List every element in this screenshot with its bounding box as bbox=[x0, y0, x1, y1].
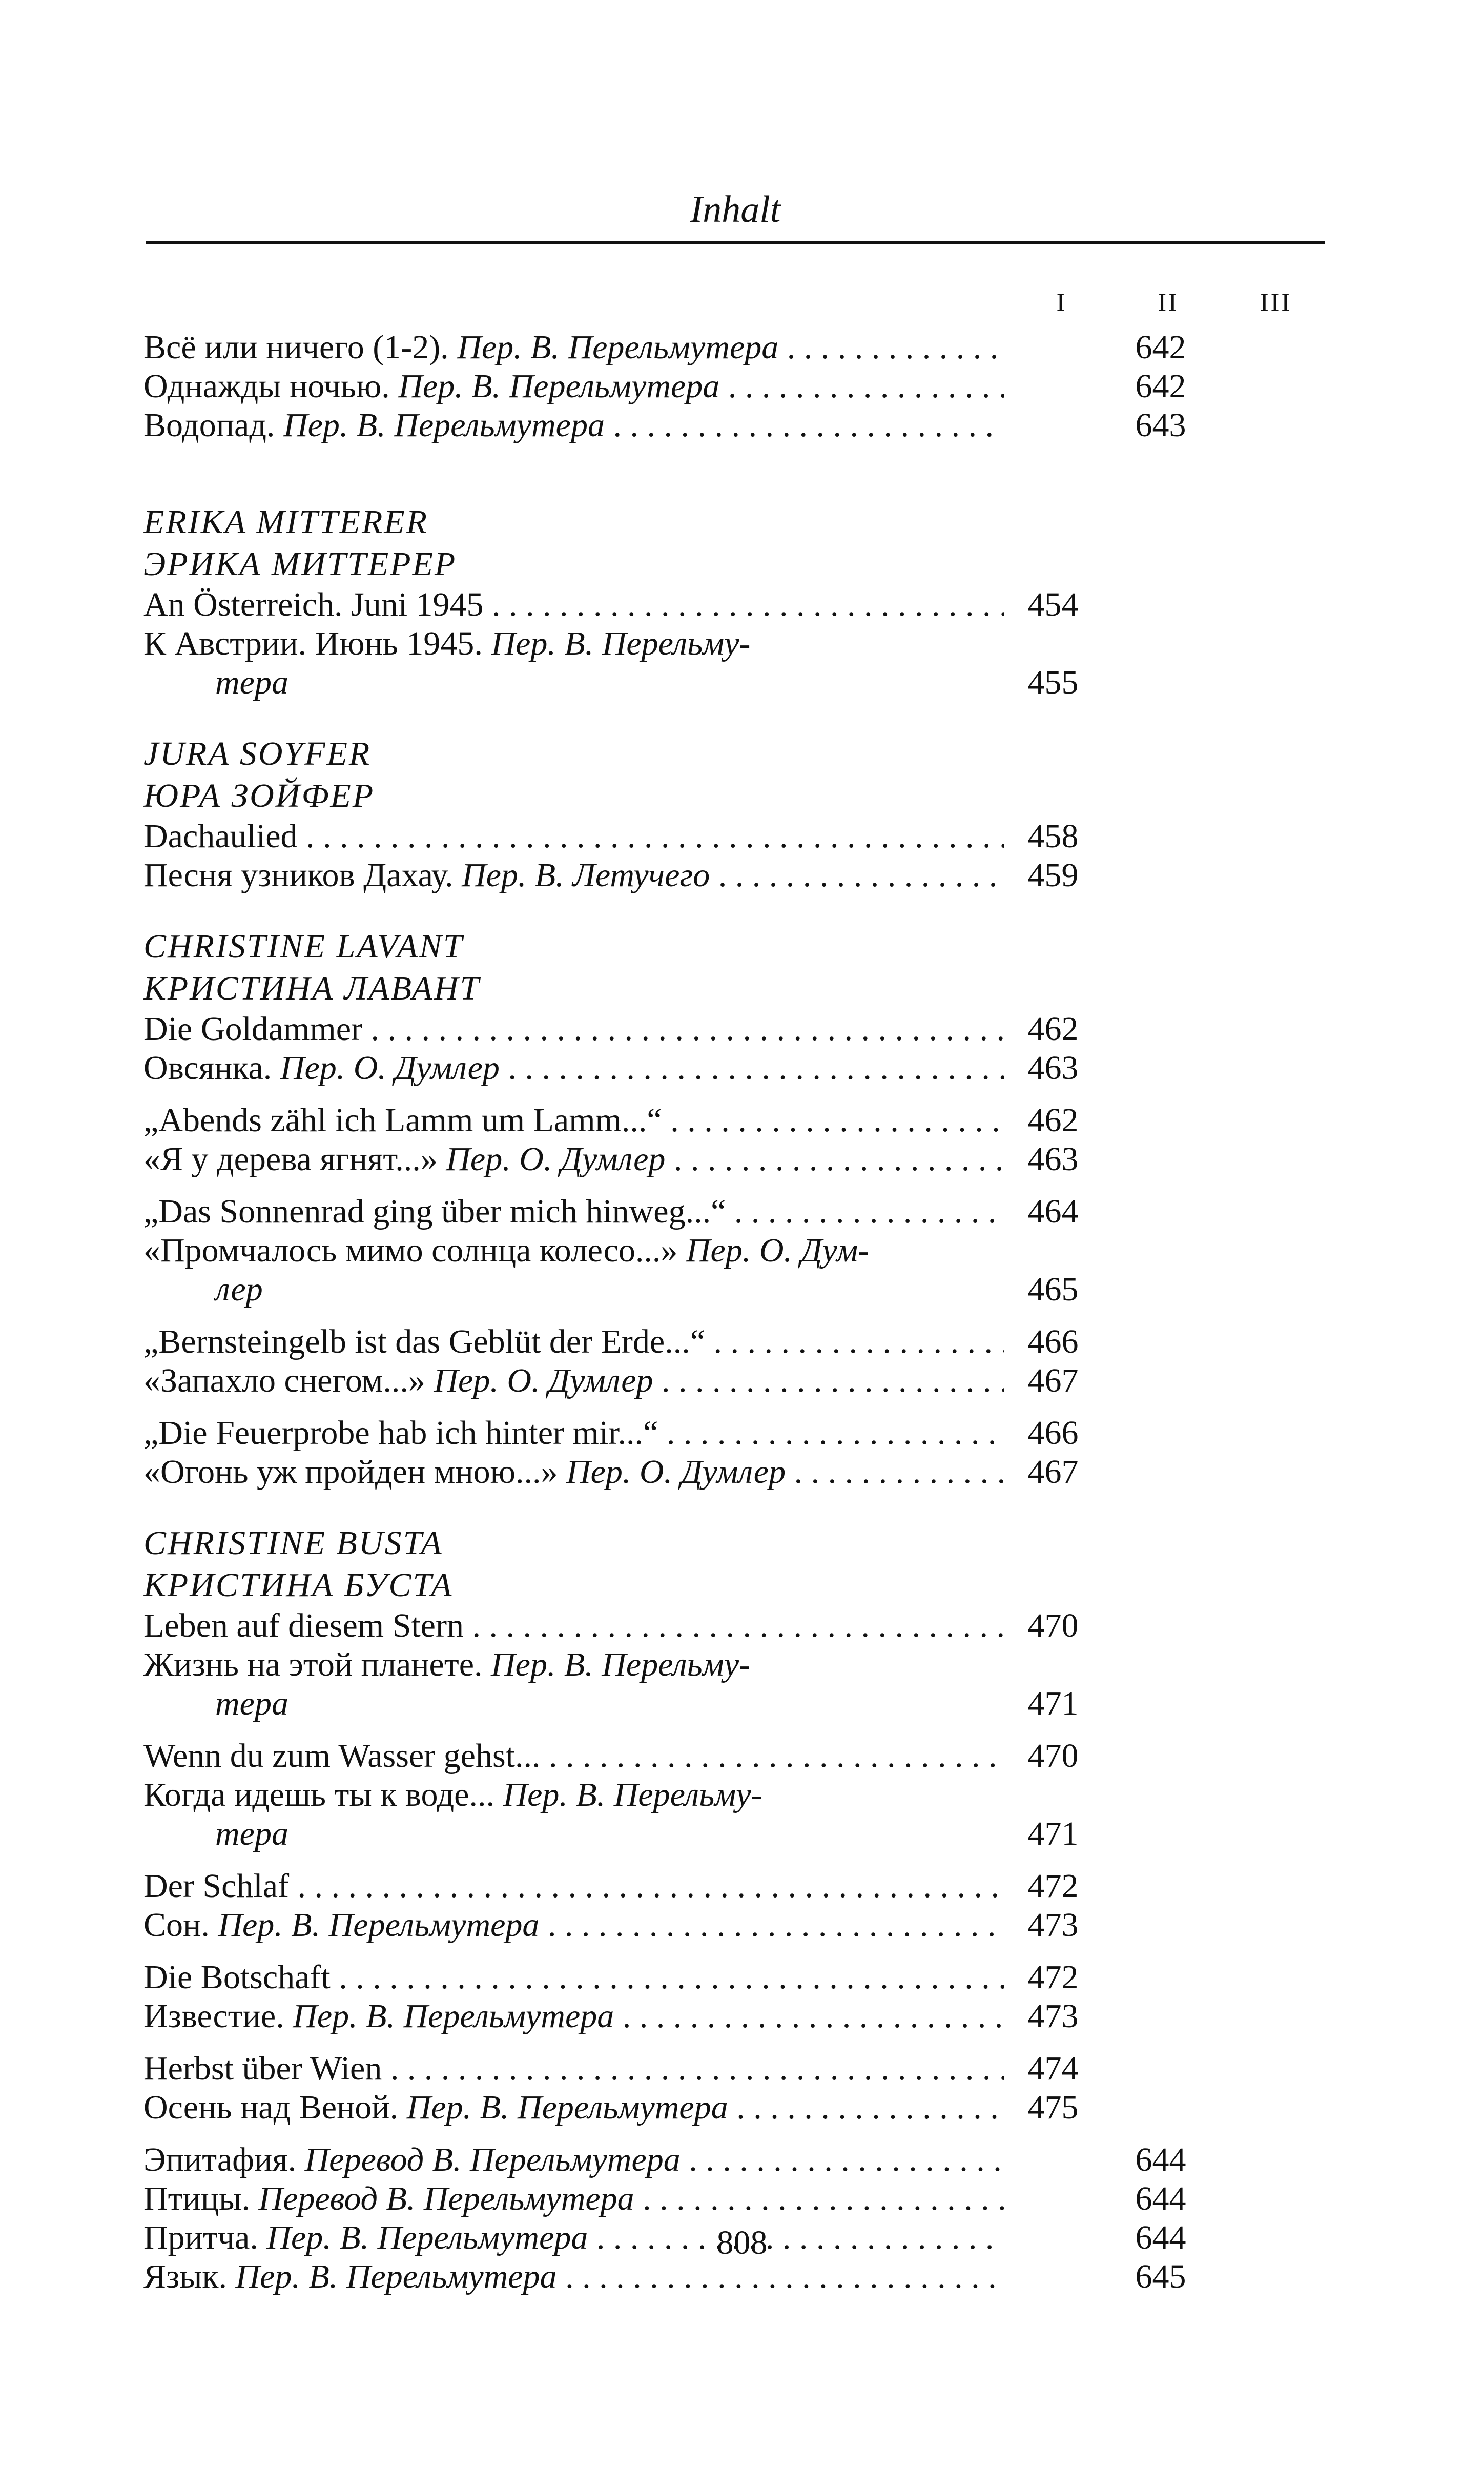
toc-entry bbox=[143, 585, 1435, 624]
entry-title: К Австрии. Июнь 1945. bbox=[143, 625, 491, 662]
entry-translator-cont: лер bbox=[215, 1271, 263, 1308]
toc-entry bbox=[143, 856, 1435, 895]
page-header bbox=[146, 174, 1325, 244]
entry-title: Сон. bbox=[143, 1906, 218, 1944]
entry-page-I: 458 bbox=[1027, 818, 1079, 855]
entry-page-I: 472 bbox=[1027, 1867, 1079, 1905]
entry-title: Песня узников Дахау. bbox=[143, 856, 462, 894]
toc-entry bbox=[143, 1010, 1435, 1049]
toc-entry bbox=[143, 1049, 1435, 1088]
entry-page-II: 644 bbox=[1135, 2180, 1186, 2217]
entry-title: Птицы. bbox=[143, 2180, 259, 2217]
entry-translator-cont: тера bbox=[215, 1685, 288, 1722]
entry-title: «Я у дерева ягнят...» bbox=[143, 1140, 446, 1178]
toc-entry bbox=[143, 2088, 1435, 2127]
column-header-III: III bbox=[1260, 288, 1292, 316]
entry-title: Эпитафия. bbox=[143, 2141, 305, 2178]
entry-title: Водопад. bbox=[143, 406, 283, 444]
toc-entry bbox=[143, 1453, 1435, 1492]
page-number: 808 bbox=[716, 2224, 768, 2261]
column-header-II: II bbox=[1158, 288, 1179, 316]
entry-page-II: 644 bbox=[1135, 2219, 1186, 2256]
entry-page-I: 473 bbox=[1027, 1906, 1079, 1944]
entry-page-I: 471 bbox=[1027, 1815, 1079, 1852]
column-headers bbox=[0, 287, 1484, 328]
author-name-de: JURA SOYFER bbox=[143, 735, 372, 772]
entry-title: Dachaulied bbox=[143, 818, 298, 855]
author-name-ru: КРИСТИНА ЛАВАНТ bbox=[143, 970, 481, 1007]
toc-entry bbox=[143, 1958, 1435, 1997]
toc-entry bbox=[143, 1414, 1435, 1453]
entry-translator: Пер. О. Думлер bbox=[280, 1049, 500, 1087]
entry-page-I: 475 bbox=[1027, 2089, 1079, 2126]
entry-page-I: 465 bbox=[1027, 1271, 1079, 1308]
entry-title: Овсянка. bbox=[143, 1049, 280, 1087]
entry-translator: Пер. В. Перельмутера bbox=[218, 1906, 540, 1944]
toc-entry bbox=[143, 1997, 1435, 2036]
toc-entry bbox=[143, 624, 1435, 702]
entry-page-I: 470 bbox=[1027, 1607, 1079, 1644]
toc-entry bbox=[143, 817, 1435, 856]
entry-title: Осень над Веной. bbox=[143, 2089, 407, 2126]
toc-entry bbox=[143, 367, 1435, 406]
toc-entry bbox=[143, 1140, 1435, 1179]
author-name-ru: ЮРА ЗОЙФЕР bbox=[143, 777, 375, 814]
entry-title: Wenn du zum Wasser gehst... bbox=[143, 1737, 541, 1775]
entry-page-I: 464 bbox=[1027, 1193, 1079, 1230]
entry-translator-cont: тера bbox=[215, 1815, 288, 1852]
toc-entry bbox=[143, 2257, 1435, 2296]
toc-entry bbox=[143, 406, 1435, 445]
entry-title: Leben auf diesem Stern bbox=[143, 1607, 464, 1644]
entry-page-I: 473 bbox=[1027, 1997, 1079, 2035]
entry-title: „Abends zähl ich Lamm um Lamm...“ bbox=[143, 1102, 662, 1139]
entry-translator: Пер. В. Перельмутера bbox=[283, 406, 605, 444]
entry-page-II: 642 bbox=[1135, 329, 1186, 366]
entry-translator: Пер. В. Перельму- bbox=[491, 625, 751, 662]
author-name-de: CHRISTINE BUSTA bbox=[143, 1524, 443, 1562]
entry-translator: Пер. В. Перельмутера bbox=[406, 2089, 728, 2126]
entry-page-I: 466 bbox=[1027, 1323, 1079, 1360]
entry-title: Когда идешь ты к воде... bbox=[143, 1776, 503, 1813]
entry-title: «Запахло снегом...» bbox=[143, 1362, 434, 1399]
entry-title: Die Goldammer bbox=[143, 1010, 363, 1048]
entry-page-II: 642 bbox=[1135, 368, 1186, 405]
entry-title: „Die Feuerprobe hab ich hinter mir...“ bbox=[143, 1414, 658, 1452]
entry-translator: Пер. В. Перельмутера bbox=[266, 2219, 588, 2256]
entry-page-I: 463 bbox=[1027, 1140, 1079, 1178]
toc-entry bbox=[143, 1906, 1435, 1945]
entry-page-I: 462 bbox=[1027, 1102, 1079, 1139]
entry-title: „Bernsteingelb ist das Geblüt der Erde...“ bbox=[143, 1323, 705, 1360]
entry-page-I: 454 bbox=[1027, 586, 1079, 623]
toc-entry bbox=[143, 1322, 1435, 1361]
entry-page-I: 467 bbox=[1027, 1453, 1079, 1491]
entry-page-I: 466 bbox=[1027, 1414, 1079, 1452]
entry-page-I: 467 bbox=[1027, 1362, 1079, 1399]
toc-entry bbox=[143, 1606, 1435, 1645]
entry-page-I: 455 bbox=[1027, 664, 1079, 701]
author-name-de: CHRISTINE LAVANT bbox=[143, 928, 464, 965]
entry-translator: Пер. О. Думлер bbox=[434, 1362, 653, 1399]
entry-translator: Пер. В. Перельмутера bbox=[235, 2258, 557, 2295]
entry-page-I: 459 bbox=[1027, 856, 1079, 894]
toc-entry bbox=[143, 1867, 1435, 1906]
toc-entry bbox=[143, 1231, 1435, 1309]
entry-title: Der Schlaf bbox=[143, 1867, 290, 1905]
toc-entry bbox=[143, 2179, 1435, 2218]
toc-entry bbox=[143, 2049, 1435, 2088]
toc-entry bbox=[143, 1737, 1435, 1776]
entry-translator: Пер. В. Перельмутера bbox=[293, 1997, 614, 2035]
entry-page-I: 462 bbox=[1027, 1010, 1079, 1048]
toc-entry bbox=[143, 1776, 1435, 1853]
page-title: Inhalt bbox=[690, 189, 781, 231]
toc-entry bbox=[143, 1361, 1435, 1400]
entry-translator: Пер. О. Дум- bbox=[686, 1232, 870, 1269]
entry-translator: Пер. В. Перельму- bbox=[503, 1776, 762, 1813]
entry-page-I: 463 bbox=[1027, 1049, 1079, 1087]
entry-title: Известие. bbox=[143, 1997, 293, 2035]
column-header-I: I bbox=[1056, 288, 1067, 316]
entry-title: Всё или ничего (1-2). bbox=[143, 329, 458, 366]
entry-translator-cont: тера bbox=[215, 664, 288, 701]
entry-translator: Перевод В. Перельмутера bbox=[304, 2141, 681, 2178]
entry-page-I: 474 bbox=[1027, 2050, 1079, 2087]
entry-title: Herbst über Wien bbox=[143, 2050, 382, 2087]
entry-title: «Промчалось мимо солнца колесо...» bbox=[143, 1232, 686, 1269]
author-name-de: ERIKA MITTERER bbox=[143, 503, 428, 541]
toc-entry bbox=[143, 1645, 1435, 1723]
toc-entry bbox=[143, 1101, 1435, 1140]
entry-title: «Огонь уж пройден мною...» bbox=[143, 1453, 566, 1491]
entry-translator: Пер. В. Перельмутера bbox=[457, 329, 779, 366]
entry-page-I: 472 bbox=[1027, 1959, 1079, 1996]
entry-title: Die Botschaft bbox=[143, 1959, 331, 1996]
toc-entry bbox=[143, 328, 1435, 367]
author-name-ru: КРИСТИНА БУСТА bbox=[143, 1566, 454, 1604]
entry-title: An Österreich. Juni 1945 bbox=[143, 586, 484, 623]
entry-title: Притча. bbox=[143, 2219, 267, 2256]
entry-title: Однажды ночью. bbox=[143, 368, 399, 405]
toc-entry bbox=[143, 2140, 1435, 2179]
entry-page-II: 644 bbox=[1135, 2141, 1186, 2178]
entry-translator: Пер. О. Думлер bbox=[446, 1140, 666, 1178]
entry-translator: Перевод В. Перельмутера bbox=[258, 2180, 634, 2217]
toc-entry bbox=[143, 1192, 1435, 1231]
entry-title: „Das Sonnenrad ging über mich hinweg...“ bbox=[143, 1193, 726, 1230]
entry-translator: Пер. В. Летучего bbox=[461, 856, 710, 894]
entry-page-I: 470 bbox=[1027, 1737, 1079, 1775]
toc-content bbox=[143, 328, 1435, 2296]
entry-translator: Пер. В. Перельмутера bbox=[398, 368, 720, 405]
author-name-ru: ЭРИКА МИТТЕРЕР bbox=[143, 545, 457, 583]
entry-translator: Пер. В. Перельму- bbox=[490, 1646, 751, 1683]
entry-page-II: 645 bbox=[1135, 2258, 1186, 2295]
entry-title: Язык. bbox=[143, 2258, 236, 2295]
entry-translator: Пер. О. Думлер bbox=[566, 1453, 786, 1491]
entry-page-I: 471 bbox=[1027, 1685, 1079, 1722]
entry-page-II: 643 bbox=[1135, 406, 1186, 444]
entry-title: Жизнь на этой планете. bbox=[143, 1646, 491, 1683]
